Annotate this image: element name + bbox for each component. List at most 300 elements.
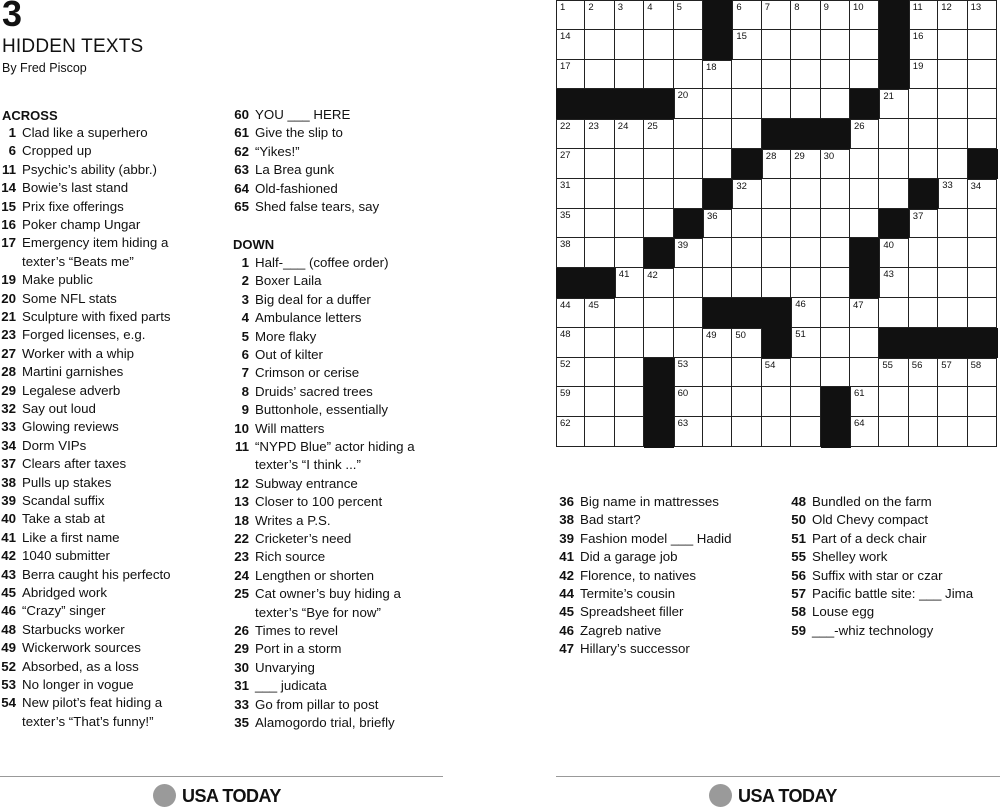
- grid-cell[interactable]: [644, 119, 673, 149]
- grid-cell[interactable]: [615, 238, 644, 268]
- grid-cell[interactable]: [879, 358, 908, 388]
- grid-cell[interactable]: [703, 119, 732, 149]
- grid-cell[interactable]: [644, 209, 673, 239]
- grid-cell[interactable]: [821, 89, 850, 119]
- grid-cell[interactable]: [850, 417, 879, 447]
- clue-number: 13: [234, 494, 249, 510]
- clue-text: Pulls up stakes: [22, 474, 112, 490]
- grid-cell[interactable]: [556, 179, 585, 209]
- clue-number: 42: [1, 548, 16, 564]
- grid-cell[interactable]: [732, 89, 761, 119]
- grid-cell[interactable]: [791, 358, 820, 388]
- grid-cell[interactable]: [644, 328, 673, 358]
- clue-number: 5: [241, 328, 249, 344]
- clue-text: Termite’s cousin: [580, 586, 676, 601]
- grid-cell[interactable]: [674, 238, 703, 268]
- cell-number: 17: [560, 60, 571, 72]
- grid-cell[interactable]: [850, 298, 879, 328]
- grid-cell[interactable]: [732, 60, 761, 90]
- grid-cell[interactable]: [615, 417, 644, 447]
- clue-text: “Crazy” singer: [22, 603, 106, 619]
- grid-cell[interactable]: [674, 60, 703, 90]
- grid-cell[interactable]: [585, 328, 614, 358]
- grid-cell[interactable]: [791, 60, 820, 90]
- grid-cell[interactable]: [556, 119, 585, 149]
- grid-cell[interactable]: [791, 179, 820, 209]
- grid-cell[interactable]: [556, 298, 585, 328]
- grid-cell[interactable]: [791, 0, 820, 30]
- grid-cell[interactable]: [879, 387, 908, 417]
- cell-number: 21: [883, 91, 894, 103]
- clue-number: 3: [241, 291, 249, 307]
- grid-cell[interactable]: [703, 387, 732, 417]
- grid-cell[interactable]: [732, 417, 761, 447]
- clue-number: 39: [559, 530, 574, 546]
- grid-cell[interactable]: [585, 238, 614, 268]
- grid-cell[interactable]: [615, 179, 644, 209]
- grid-cell[interactable]: [938, 60, 967, 90]
- cell-number: 39: [677, 240, 689, 252]
- grid-block: [732, 298, 762, 328]
- grid-cell[interactable]: [674, 0, 703, 30]
- clue-text: Will matters: [255, 420, 325, 436]
- cell-number: 13: [970, 2, 982, 13]
- grid-cell[interactable]: [556, 30, 585, 60]
- grid-cell[interactable]: [909, 417, 938, 447]
- clue-number: 23: [1, 327, 16, 343]
- grid-cell[interactable]: [821, 0, 850, 30]
- clue-text: No longer in vogue: [22, 677, 134, 692]
- grid-cell[interactable]: [732, 0, 761, 30]
- grid-cell[interactable]: [674, 119, 703, 149]
- clue-number: 57: [791, 586, 806, 601]
- grid-cell[interactable]: [732, 30, 761, 60]
- clue-number: 21: [1, 309, 16, 324]
- grid-cell[interactable]: [909, 358, 938, 388]
- grid-cell[interactable]: [968, 30, 997, 60]
- grid-cell[interactable]: [556, 60, 585, 90]
- grid-cell[interactable]: [909, 387, 938, 417]
- clue-text: Absorbed, as a loss: [22, 658, 139, 674]
- grid-cell[interactable]: [762, 30, 791, 60]
- clue-number: 62: [234, 143, 249, 159]
- clue-text: Louse egg: [812, 604, 875, 620]
- grid-cell[interactable]: [762, 149, 791, 179]
- grid-cell[interactable]: [909, 0, 938, 30]
- grid-cell[interactable]: [879, 298, 908, 328]
- grid-cell[interactable]: [703, 89, 732, 119]
- grid-cell[interactable]: [791, 387, 820, 417]
- grid-cell[interactable]: [968, 0, 997, 30]
- grid-cell[interactable]: [879, 89, 908, 119]
- clue-number: 24: [234, 567, 249, 583]
- grid-cell[interactable]: [821, 60, 850, 90]
- grid-cell[interactable]: [850, 358, 879, 388]
- grid-cell[interactable]: [615, 358, 644, 388]
- grid-block: [703, 30, 733, 60]
- grid-cell[interactable]: [762, 358, 791, 388]
- cell-number: 57: [941, 359, 952, 371]
- clue-number: 10: [234, 420, 249, 436]
- grid-cell[interactable]: [791, 89, 820, 119]
- grid-cell[interactable]: [585, 60, 614, 90]
- cell-number: 52: [560, 358, 571, 370]
- clue-number: 14: [1, 180, 16, 196]
- grid-cell[interactable]: [732, 238, 761, 268]
- cell-number: 50: [735, 329, 746, 341]
- grid-cell[interactable]: [850, 30, 879, 60]
- grid-cell[interactable]: [615, 60, 644, 90]
- grid-cell[interactable]: [556, 358, 585, 388]
- grid-cell[interactable]: [703, 60, 732, 90]
- clue-text: Berra caught his perfecto: [22, 566, 171, 582]
- grid-cell[interactable]: [585, 298, 614, 328]
- cell-number: 51: [795, 328, 806, 340]
- clue-number: 27: [1, 345, 16, 361]
- grid-cell[interactable]: [732, 119, 761, 149]
- grid-cell[interactable]: [674, 268, 703, 298]
- grid-cell[interactable]: [968, 298, 997, 328]
- grid-cell[interactable]: [644, 30, 673, 60]
- grid-cell[interactable]: [791, 298, 820, 328]
- grid-block: [850, 238, 880, 268]
- cell-number: 22: [560, 121, 571, 133]
- grid-cell[interactable]: [585, 358, 614, 388]
- grid-cell[interactable]: [968, 387, 997, 417]
- grid-cell[interactable]: [674, 358, 703, 388]
- grid-cell[interactable]: [968, 417, 997, 447]
- grid-cell[interactable]: [909, 209, 938, 239]
- grid-cell[interactable]: [556, 209, 585, 239]
- grid-cell[interactable]: [674, 298, 703, 328]
- clue-number: 38: [559, 512, 574, 528]
- grid-cell[interactable]: [821, 209, 850, 239]
- clue-number: 46: [559, 622, 574, 638]
- grid-block: [762, 328, 792, 358]
- grid-cell[interactable]: [762, 209, 791, 239]
- clue-number: 22: [234, 531, 249, 546]
- grid-cell[interactable]: [615, 149, 644, 179]
- grid-cell[interactable]: [703, 209, 732, 239]
- grid-cell[interactable]: [556, 149, 585, 179]
- clue-number: 65: [234, 199, 249, 214]
- grid-block: [879, 209, 909, 239]
- grid-cell[interactable]: [762, 238, 791, 268]
- clue-number: 29: [1, 382, 16, 398]
- grid-block: [968, 149, 998, 179]
- grid-cell[interactable]: [585, 387, 614, 417]
- clue-text: ___-whiz technology: [812, 622, 934, 638]
- clue-number: 52: [1, 658, 16, 674]
- grid-cell[interactable]: [909, 30, 938, 60]
- grid-block: [850, 89, 880, 119]
- clue-number: 33: [1, 419, 16, 435]
- grid-cell[interactable]: [585, 179, 614, 209]
- grid-cell[interactable]: [732, 179, 761, 209]
- grid-cell[interactable]: [615, 30, 644, 60]
- grid-cell[interactable]: [791, 328, 820, 358]
- grid-cell[interactable]: [909, 60, 938, 90]
- grid-cell[interactable]: [938, 358, 967, 388]
- grid-cell[interactable]: [938, 179, 967, 209]
- clue-text: Ambulance letters: [255, 310, 362, 326]
- grid-cell[interactable]: [732, 268, 761, 298]
- cell-number: 63: [677, 418, 689, 430]
- grid-cell[interactable]: [644, 179, 673, 209]
- grid-cell[interactable]: [615, 328, 644, 358]
- grid-cell[interactable]: [644, 0, 673, 30]
- clue-text: Like a first name: [22, 529, 120, 545]
- clue-text: Bundled on the farm: [812, 494, 932, 509]
- clue-number: 46: [1, 603, 16, 619]
- clue-text: Bad start?: [580, 512, 641, 528]
- cell-number: 28: [765, 151, 777, 162]
- grid-cell[interactable]: [938, 30, 967, 60]
- grid-cell[interactable]: [732, 209, 761, 239]
- grid-block: [879, 328, 909, 358]
- grid-cell[interactable]: [674, 89, 703, 119]
- clue-text: Cricketer’s need: [255, 531, 352, 546]
- grid-cell[interactable]: [703, 358, 732, 388]
- grid-cell[interactable]: [762, 268, 791, 298]
- grid-cell[interactable]: [968, 179, 997, 209]
- grid-cell[interactable]: [615, 209, 644, 239]
- grid-cell[interactable]: [615, 387, 644, 417]
- grid-cell[interactable]: [585, 209, 614, 239]
- grid-cell[interactable]: [644, 298, 673, 328]
- clue-number: 11: [1, 161, 16, 177]
- crossword-grid[interactable]: [556, 0, 997, 447]
- grid-cell[interactable]: [791, 149, 820, 179]
- grid-cell[interactable]: [674, 387, 703, 417]
- clue-text: ___ judicata: [255, 678, 327, 694]
- grid-cell[interactable]: [556, 417, 585, 447]
- grid-block: [821, 387, 851, 417]
- grid-cell[interactable]: [968, 60, 997, 90]
- grid-cell[interactable]: [732, 387, 761, 417]
- grid-cell[interactable]: [703, 268, 732, 298]
- grid-cell[interactable]: [615, 119, 644, 149]
- grid-cell[interactable]: [968, 119, 997, 149]
- grid-cell[interactable]: [556, 0, 585, 30]
- clue-text: Shed false tears, say: [255, 199, 380, 214]
- grid-cell[interactable]: [791, 268, 820, 298]
- clue-text-continued: texter’s “That’s funny!”: [22, 713, 154, 729]
- grid-cell[interactable]: [938, 119, 967, 149]
- grid-cell[interactable]: [821, 30, 850, 60]
- grid-cell[interactable]: [732, 358, 761, 388]
- grid-cell[interactable]: [762, 0, 791, 30]
- clue-number: 54: [1, 695, 16, 711]
- cell-number: 3: [617, 2, 624, 13]
- grid-cell[interactable]: [909, 238, 938, 268]
- grid-cell[interactable]: [909, 298, 938, 328]
- grid-cell[interactable]: [821, 179, 850, 209]
- cell-number: 64: [854, 418, 865, 430]
- grid-cell[interactable]: [703, 238, 732, 268]
- grid-cell[interactable]: [850, 209, 879, 239]
- grid-cell[interactable]: [556, 238, 585, 268]
- clue-text: Psychic’s ability (abbr.): [22, 161, 157, 177]
- grid-cell[interactable]: [879, 238, 908, 268]
- clue-number: 1: [8, 125, 16, 140]
- grid-cell[interactable]: [585, 30, 614, 60]
- grid-cell[interactable]: [879, 417, 908, 447]
- grid-cell[interactable]: [850, 387, 879, 417]
- clue-number: 29: [234, 641, 249, 657]
- grid-cell[interactable]: [968, 238, 997, 268]
- grid-cell[interactable]: [703, 149, 732, 179]
- grid-cell[interactable]: [821, 328, 850, 358]
- clue-text: Part of a deck chair: [812, 530, 927, 546]
- grid-cell[interactable]: [615, 298, 644, 328]
- grid-cell[interactable]: [850, 179, 879, 209]
- grid-cell[interactable]: [821, 358, 850, 388]
- grid-cell[interactable]: [938, 417, 967, 447]
- clue-text: Buttonhole, essentially: [255, 402, 389, 418]
- grid-cell[interactable]: [968, 209, 997, 239]
- grid-cell[interactable]: [791, 209, 820, 239]
- grid-cell[interactable]: [938, 89, 967, 119]
- grid-cell[interactable]: [938, 298, 967, 328]
- clue-number: 2: [241, 273, 249, 289]
- clue-text: Prix fixe offerings: [22, 198, 124, 214]
- grid-cell[interactable]: [674, 417, 703, 447]
- clue-text: Starbucks worker: [22, 621, 125, 637]
- grid-cell[interactable]: [762, 89, 791, 119]
- grid-block: [879, 60, 909, 90]
- cell-number: 29: [794, 151, 805, 162]
- clue-number: 37: [1, 456, 16, 472]
- grid-cell[interactable]: [674, 179, 703, 209]
- clue-number: 4: [241, 310, 249, 326]
- grid-cell[interactable]: [585, 417, 614, 447]
- clue-number: 35: [234, 715, 249, 730]
- grid-cell[interactable]: [644, 149, 673, 179]
- grid-cell[interactable]: [879, 149, 908, 179]
- clue-text: Unvarying: [255, 659, 315, 675]
- grid-cell[interactable]: [850, 60, 879, 90]
- grid-cell[interactable]: [938, 387, 967, 417]
- grid-block: [879, 30, 909, 60]
- down-heading: DOWN: [233, 237, 275, 252]
- grid-cell[interactable]: [879, 119, 908, 149]
- clue-text: Writes a P.S.: [255, 512, 331, 528]
- grid-cell[interactable]: [909, 268, 938, 298]
- grid-cell[interactable]: [762, 60, 791, 90]
- grid-cell[interactable]: [644, 60, 673, 90]
- clue-text: Boxer Laila: [255, 273, 322, 289]
- grid-cell[interactable]: [556, 387, 585, 417]
- grid-cell[interactable]: [938, 149, 967, 179]
- clue-number: 6: [8, 143, 16, 159]
- grid-block: [821, 119, 851, 149]
- grid-cell[interactable]: [585, 0, 614, 30]
- grid-cell[interactable]: [674, 30, 703, 60]
- grid-cell[interactable]: [938, 238, 967, 268]
- cell-number: 11: [912, 2, 923, 13]
- grid-cell[interactable]: [850, 328, 879, 358]
- grid-cell[interactable]: [968, 89, 997, 119]
- clue-number: 40: [1, 511, 16, 527]
- clue-number: 49: [1, 640, 16, 656]
- grid-cell[interactable]: [850, 149, 879, 179]
- grid-cell[interactable]: [821, 238, 850, 268]
- grid-cell[interactable]: [762, 179, 791, 209]
- grid-cell[interactable]: [968, 268, 997, 298]
- grid-block: [585, 89, 615, 119]
- grid-cell[interactable]: [850, 0, 879, 30]
- grid-cell[interactable]: [968, 358, 997, 388]
- grid-cell[interactable]: [615, 268, 644, 298]
- grid-cell[interactable]: [585, 149, 614, 179]
- grid-cell[interactable]: [762, 387, 791, 417]
- clue-text: Bowie’s last stand: [22, 180, 129, 196]
- grid-cell[interactable]: [879, 179, 908, 209]
- grid-block: [968, 328, 998, 358]
- grid-cell[interactable]: [938, 209, 967, 239]
- grid-cell[interactable]: [909, 89, 938, 119]
- grid-cell[interactable]: [821, 298, 850, 328]
- grid-cell[interactable]: [791, 30, 820, 60]
- clue-number: 32: [1, 401, 16, 416]
- grid-cell[interactable]: [674, 328, 703, 358]
- grid-cell[interactable]: [615, 0, 644, 30]
- cell-number: 10: [853, 2, 864, 13]
- clue-number: 39: [1, 493, 16, 508]
- clue-number: 59: [791, 622, 806, 638]
- grid-cell[interactable]: [791, 238, 820, 268]
- grid-cell[interactable]: [732, 328, 761, 358]
- clue-number: 63: [234, 162, 249, 178]
- grid-cell[interactable]: [644, 268, 673, 298]
- grid-cell[interactable]: [821, 268, 850, 298]
- clue-text: Pacific battle site: ___ Jima: [812, 586, 974, 601]
- footer-divider-left: [0, 776, 443, 777]
- clue-text: Alamogordo trial, briefly: [255, 715, 395, 730]
- grid-block: [821, 417, 851, 447]
- grid-cell[interactable]: [556, 328, 585, 358]
- clue-text: Suffix with star or czar: [812, 567, 943, 583]
- cell-number: 5: [676, 2, 682, 13]
- clue-text: Take a stab at: [22, 511, 105, 527]
- cell-number: 18: [706, 61, 717, 73]
- grid-cell[interactable]: [791, 417, 820, 447]
- grid-cell[interactable]: [938, 0, 967, 30]
- grid-block: [644, 417, 674, 447]
- grid-cell[interactable]: [585, 119, 614, 149]
- grid-cell[interactable]: [674, 149, 703, 179]
- grid-cell[interactable]: [821, 149, 850, 179]
- grid-cell[interactable]: [762, 417, 791, 447]
- grid-cell[interactable]: [938, 268, 967, 298]
- grid-cell[interactable]: [703, 328, 732, 358]
- cell-number: 38: [560, 239, 571, 251]
- grid-cell[interactable]: [879, 268, 908, 298]
- cell-number: 25: [647, 121, 658, 133]
- grid-block: [644, 89, 674, 119]
- grid-cell[interactable]: [909, 119, 938, 149]
- grid-cell[interactable]: [703, 417, 732, 447]
- clue-text: Legalese adverb: [22, 382, 121, 398]
- clue-number: 51: [791, 530, 806, 546]
- cell-number: 48: [560, 328, 571, 340]
- clue-text: Some NFL stats: [22, 290, 117, 306]
- grid-cell[interactable]: [850, 119, 879, 149]
- grid-cell[interactable]: [909, 149, 938, 179]
- clue-number: 12: [234, 475, 249, 491]
- usa-today-dot-icon: [153, 784, 176, 807]
